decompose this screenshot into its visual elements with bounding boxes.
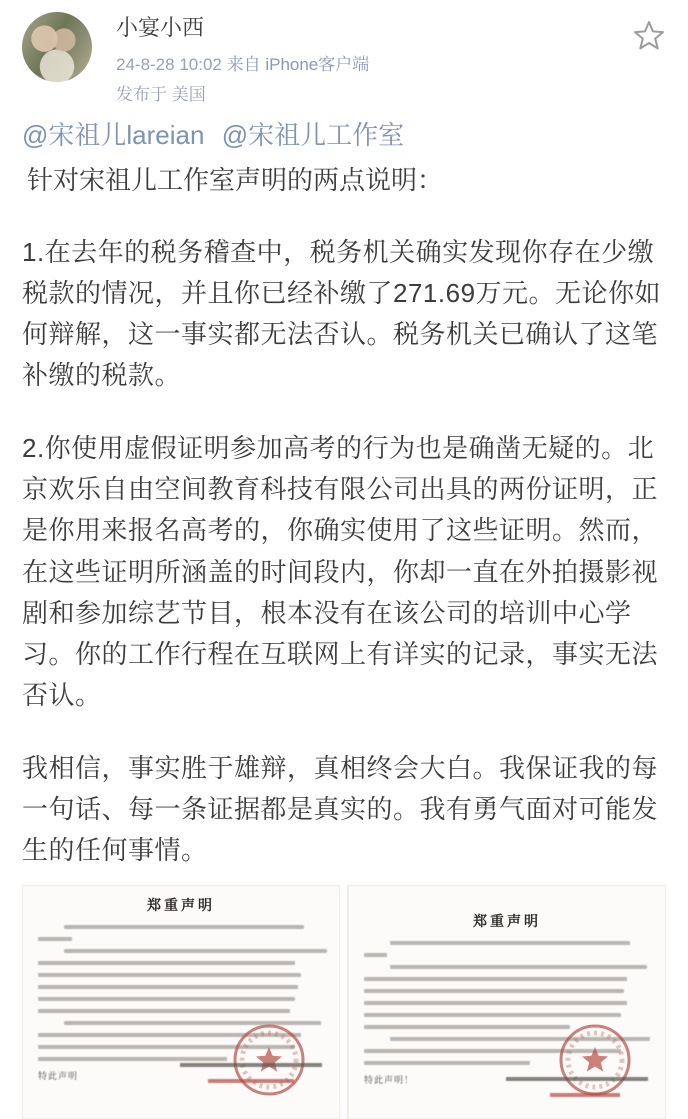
avatar[interactable] xyxy=(22,12,92,82)
text-line xyxy=(364,1001,627,1005)
statement-image-right[interactable] xyxy=(347,885,666,1119)
post-header xyxy=(22,12,666,105)
paragraph-3: 我相信，事实胜于雄辩，真相终会大白。我保证我的每一句话、每一条证据都是真实的。我有勇气面对可能发生的任何事情。 xyxy=(22,752,659,865)
doc-title: 郑重声明 xyxy=(147,897,215,914)
paragraph-2: 2.你使用虚假证明参加高考的行为也是确凿无疑的。北京欢乐自由空间教育科技有限公司出具的两份证明，正是你用来报名高考的，你确实使用了这些证明。然而，在这些证明所涵盖的时间段内，你却一直在外拍摄影视剧和参加综艺节目，根本没有在该公司的培训中心学习。你的工作行程在互联网上有详实的记录，事实无法否认。 xyxy=(22,433,659,710)
text-line xyxy=(38,997,295,1001)
username[interactable]: 小宴小西 xyxy=(116,15,205,40)
doc-title: 郑重声明 xyxy=(473,913,541,930)
text-line xyxy=(390,965,647,969)
doc-closing: 特此声明！ xyxy=(364,1075,415,1086)
red-seal-icon xyxy=(556,1021,634,1099)
timestamp: 24-8-28 10:02 xyxy=(116,54,222,74)
text-line xyxy=(364,1013,621,1017)
mention-link-2[interactable]: @宋祖儿工作室 xyxy=(221,119,405,150)
text-line xyxy=(38,937,72,941)
favorite-star-icon[interactable] xyxy=(632,18,666,57)
text-line xyxy=(390,941,630,945)
mention-link-1[interactable]: @宋祖儿lareian xyxy=(22,119,205,150)
statement-image-left[interactable] xyxy=(22,885,340,1119)
text-line xyxy=(38,961,295,965)
client-source-link[interactable]: 来自 iPhone客户端 xyxy=(226,54,370,74)
seal-date-text xyxy=(550,1093,620,1097)
company-name-text xyxy=(506,1077,648,1081)
text-line xyxy=(64,925,304,929)
paragraph-1: 1.在去年的税务稽查中，税务机关确实发现你存在少缴税款的情况，并且你已经补缴了271.69万元。无论你如何辩解，这一事实都无法否认。税务机关已确认了这笔补缴的税款。 xyxy=(22,236,662,391)
doc-closing: 特此声明 xyxy=(38,1071,79,1082)
text-line xyxy=(364,977,627,981)
company-seal xyxy=(498,1021,648,1117)
text-line xyxy=(64,949,327,953)
post-content xyxy=(22,117,666,871)
user-meta xyxy=(116,12,632,105)
text-line xyxy=(38,1009,290,1013)
red-seal-icon xyxy=(230,1021,308,1099)
intro-line: 针对宋祖儿工作室声明的两点说明： xyxy=(27,165,444,196)
text-line xyxy=(38,985,298,989)
attachment-images xyxy=(22,885,666,1119)
post-location: 发布于 美国 xyxy=(116,84,206,104)
text-line xyxy=(364,953,387,957)
mention-links xyxy=(22,117,666,155)
text-line xyxy=(364,989,624,993)
company-seal xyxy=(172,1021,322,1117)
text-line xyxy=(38,973,301,977)
seal-date-text xyxy=(208,1079,294,1083)
post-subline xyxy=(116,50,632,75)
company-name-text xyxy=(180,1063,322,1067)
